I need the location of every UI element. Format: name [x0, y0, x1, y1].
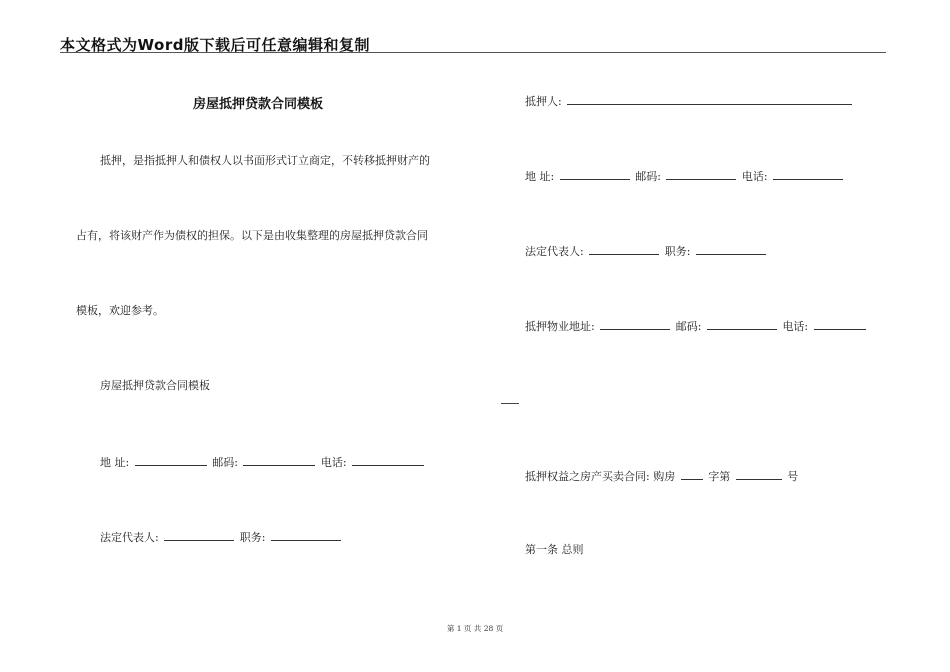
- position-blank: [271, 529, 341, 541]
- property-phone-blank: [814, 318, 866, 330]
- property-address-row: [525, 318, 868, 334]
- legal-rep-blank: [164, 529, 234, 541]
- contract-middle: 字第: [708, 470, 731, 483]
- postcode-blank: [243, 454, 315, 466]
- right-address-row: [525, 168, 845, 184]
- address-blank: [560, 168, 630, 180]
- phone-blank: [773, 168, 843, 180]
- address-label: 地 址:: [100, 456, 130, 469]
- legal-rep-label: 法定代表人:: [100, 531, 159, 544]
- article-1-heading: 第一条 总则: [525, 543, 584, 556]
- address-blank: [135, 454, 207, 466]
- document-title: 房屋抵押贷款合同模板: [193, 97, 324, 112]
- purchase-contract-row: [525, 468, 798, 484]
- postcode-label: 邮码:: [212, 456, 238, 469]
- legal-rep-label: 法定代表人:: [525, 245, 584, 258]
- postcode-blank: [666, 168, 736, 180]
- stray-underline: [501, 403, 519, 404]
- property-phone-label: 电话:: [782, 320, 809, 333]
- contract-number-blank-1: [681, 468, 703, 480]
- intro-paragraph-line-2: 占有，将该财产作为债权的担保。以下是由收集整理的房屋抵押贷款合同: [76, 229, 428, 242]
- postcode-label: 邮码:: [635, 170, 661, 183]
- address-label: 地 址:: [525, 170, 555, 183]
- contract-subtitle: 房屋抵押贷款合同模板: [100, 379, 210, 392]
- header-divider: [60, 52, 886, 53]
- contract-prefix: 抵押权益之房产买卖合同: 购房: [525, 470, 676, 483]
- left-legal-rep-row: [100, 529, 343, 545]
- property-postcode-label: 邮码:: [675, 320, 702, 333]
- page-footer: [0, 623, 950, 634]
- position-blank: [696, 243, 766, 255]
- position-label: 职务:: [664, 245, 691, 258]
- intro-paragraph-line-3: 模板，欢迎参考。: [76, 304, 164, 317]
- right-legal-rep-row: [525, 243, 768, 259]
- property-postcode-blank: [707, 318, 777, 330]
- page-suffix: 页: [495, 624, 504, 633]
- contract-suffix: 号: [787, 470, 799, 483]
- phone-blank: [352, 454, 424, 466]
- left-address-row: [100, 454, 426, 470]
- mortgagor-label: 抵押人:: [525, 95, 562, 108]
- page-prefix: 第: [446, 624, 455, 633]
- contract-number-blank-2: [736, 468, 782, 480]
- phone-label: 电话:: [320, 456, 347, 469]
- mortgagor-blank: [567, 93, 852, 105]
- position-label: 职务:: [239, 531, 266, 544]
- property-address-blank: [600, 318, 670, 330]
- legal-rep-blank: [589, 243, 659, 255]
- property-address-label: 抵押物业地址:: [525, 320, 595, 333]
- page-current: 1: [456, 624, 462, 633]
- page-middle: 页 共: [463, 624, 482, 633]
- page-total: 28: [483, 624, 494, 633]
- document-header-title: 本文格式为Word版下载后可任意编辑和复制: [60, 36, 370, 54]
- phone-label: 电话:: [741, 170, 768, 183]
- intro-paragraph-line-1: 抵押，是指抵押人和债权人以书面形式订立商定，不转移抵押财产的: [100, 154, 430, 167]
- mortgagor-row: [525, 93, 854, 109]
